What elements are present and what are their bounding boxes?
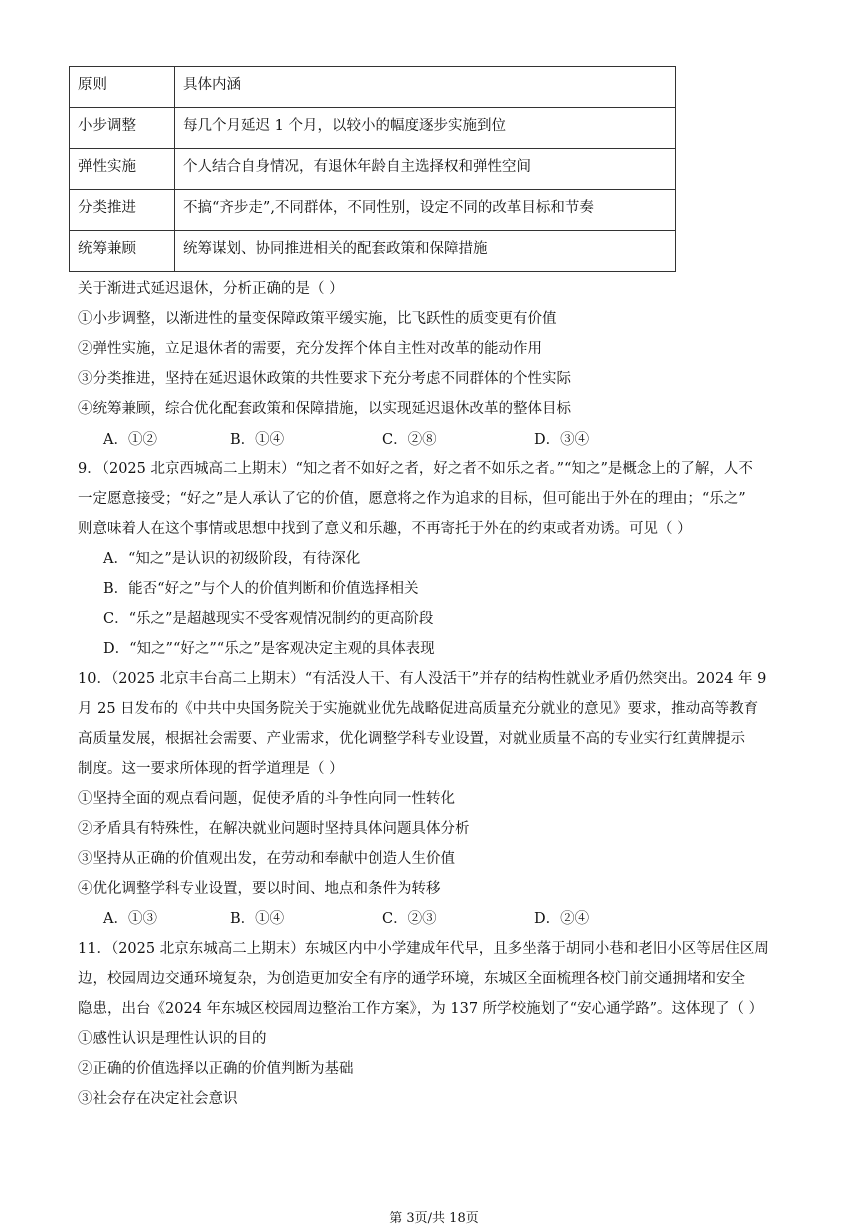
q9-option-a[interactable]: A．“知之”是认识的初级阶段，有待深化: [103, 551, 361, 567]
table-cell: 统筹谋划、协同推进相关的配套政策和保障措施: [175, 231, 676, 272]
q10-statement: ②矛盾具有特殊性，在解决就业问题时坚持具体问题具体分析: [78, 821, 470, 837]
q10-choice-a[interactable]: A．①③: [103, 911, 157, 927]
q10-choice-d[interactable]: D．②④: [534, 911, 590, 927]
table-header-cell: 原则: [70, 67, 175, 108]
table-cell: 每几个月延迟 1 个月，以较小的幅度逐步实施到位: [175, 108, 676, 149]
q8-stem: 关于渐进式延迟退休，分析正确的是（ ）: [78, 281, 344, 297]
q11-statement: ③社会存在决定社会意识: [78, 1091, 238, 1107]
table-row: [70, 190, 676, 231]
table-row: [70, 149, 676, 190]
table-row: [70, 108, 676, 149]
table-cell: 个人结合自身情况，有退休年龄自主选择权和弹性空间: [175, 149, 676, 190]
q10-stem-line: 高质量发展，根据社会需要、产业需求，优化调整学科专业设置，对就业质量不高的专业实行红黄牌提示: [78, 731, 745, 747]
table-row: [70, 231, 676, 272]
q8-choice-a[interactable]: A．①②: [103, 432, 157, 448]
table-cell: 分类推进: [70, 190, 175, 231]
q10-choice-b[interactable]: B．①④: [230, 911, 285, 927]
q9-stem-line: 一定愿意接受；“好之”是人承认了它的价值，愿意将之作为追求的目标，但可能出于外在的理由；“乐之”: [78, 491, 746, 507]
q8-statement: ③分类推进，坚持在延迟退休政策的共性要求下充分考虑不同群体的个性实际: [78, 371, 571, 387]
q8-statement: ①小步调整，以渐进性的量变保障政策平缓实施，比飞跃性的质变更有价值: [78, 311, 557, 327]
q10-stem-line: 制度。这一要求所体现的哲学道理是（ ）: [78, 761, 344, 777]
q10-statement: ③坚持从正确的价值观出发，在劳动和奉献中创造人生价值: [78, 851, 455, 867]
q8-choice-d[interactable]: D．③④: [534, 432, 590, 448]
table-cell: 统筹兼顾: [70, 231, 175, 272]
q11-stem-line: 边，校园周边交通环境复杂，为创造更加安全有序的通学环境，东城区全面梳理各校门前交通拥堵和安全: [78, 971, 745, 987]
q9-stem-line: 9．（2025 北京西城高二上期末）“知之者不如好之者，好之者不如乐之者。”“知之”是概念上的了解，人不: [78, 461, 753, 477]
table-cell: 弹性实施: [70, 149, 175, 190]
q10-statement: ④优化调整学科专业设置，要以时间、地点和条件为转移: [78, 881, 441, 897]
q9-stem-line: 则意味着人在这个事情或思想中找到了意义和乐趣，不再寄托于外在的约束或者劝诱。可见（ ）: [78, 521, 692, 537]
q8-choice-c[interactable]: C．②⑧: [382, 432, 437, 448]
q10-choice-c[interactable]: C．②③: [382, 911, 437, 927]
q9-option-c[interactable]: C．“乐之”是超越现实不受客观情况制约的更高阶段: [103, 611, 434, 627]
q8-choice-b[interactable]: B．①④: [230, 432, 285, 448]
table-cell: 小步调整: [70, 108, 175, 149]
table-header-cell: 具体内涵: [175, 67, 676, 108]
q9-option-b[interactable]: B．能否“好之”与个人的价值判断和价值选择相关: [103, 581, 419, 597]
q11-statement: ①感性认识是理性认识的目的: [78, 1031, 267, 1047]
q10-stem-line: 10．（2025 北京丰台高二上期末）“有活没人干、有人没活干”并存的结构性就业矛盾仍然突出。2024 年 9: [78, 671, 767, 687]
q11-statement: ②正确的价值选择以正确的价值判断为基础: [78, 1061, 354, 1077]
q9-option-d[interactable]: D．“知之”“好之”“乐之”是客观决定主观的具体表现: [103, 641, 435, 657]
q8-statement: ④统筹兼顾，综合优化配套政策和保障措施，以实现延迟退休改革的整体目标: [78, 401, 571, 417]
principles-table: [69, 66, 676, 272]
table-cell: 不搞“齐步走”,不同群体，不同性别，设定不同的改革目标和节奏: [175, 190, 676, 231]
q10-stem-line: 月 25 日发布的《中共中央国务院关于实施就业优先战略促进高质量充分就业的意见》要求，推动高等教育: [78, 701, 759, 717]
q10-statement: ①坚持全面的观点看问题，促使矛盾的斗争性向同一性转化: [78, 791, 455, 807]
page-number-footer: 第 3页/共 18页: [389, 1211, 479, 1226]
q8-statement: ②弹性实施，立足退休者的需要，充分发挥个体自主性对改革的能动作用: [78, 341, 542, 357]
q11-stem-line: 隐患，出台《2024 年东城区校园周边整治工作方案》，为 137 所学校施划了“安心通学路”。这体现了（ ）: [78, 1001, 764, 1017]
table-row: [70, 67, 676, 108]
q11-stem-line: 11．（2025 北京东城高二上期末）东城区内中小学建成年代早，且多坐落于胡同小巷和老旧小区等居住区周: [78, 941, 769, 957]
